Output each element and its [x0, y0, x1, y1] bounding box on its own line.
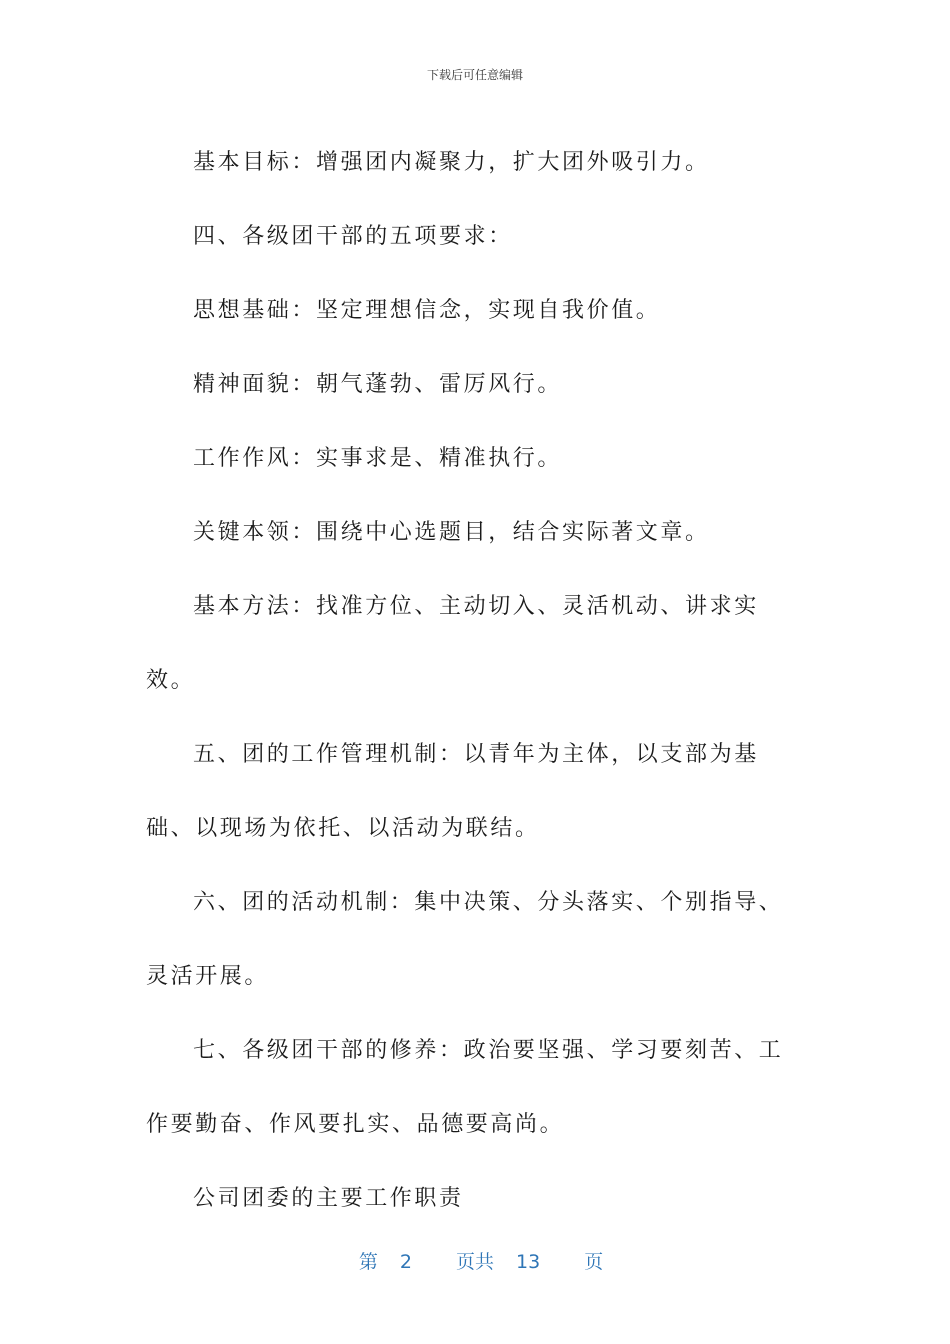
paragraph: 七、各级团干部的修养：政治要坚强、学习要刻苦、工作要勤奋、作风要扎实、品德要高尚。 — [146, 1038, 784, 1137]
page-total: 13 — [516, 1251, 541, 1273]
paragraph: 思想基础：坚定理想信念，实现自我价值。 — [193, 298, 661, 323]
paragraph: 关键本领：围绕中心选题目，结合实际著文章。 — [193, 520, 710, 545]
paragraph: 基本目标：增强团内凝聚力，扩大团外吸引力。 — [193, 150, 710, 175]
paragraph: 四、各级团干部的五项要求： — [193, 224, 513, 249]
paragraph: 工作作风：实事求是、精准执行。 — [193, 446, 563, 471]
paragraph: 六、团的活动机制：集中决策、分头落实、个别指导、灵活开展。 — [146, 890, 784, 989]
page-prefix: 第 — [358, 1251, 378, 1273]
paragraph: 五、团的工作管理机制：以青年为主体，以支部为基础、以现场为依托、以活动为联结。 — [146, 742, 759, 841]
paragraph: 公司团委的主要工作职责 — [193, 1186, 464, 1211]
page-mid: 页共 — [455, 1251, 494, 1273]
header-note: 下载后可任意编辑 — [426, 68, 523, 82]
page-footer — [0, 1225, 950, 1274]
page-suffix: 页 — [584, 1251, 604, 1273]
paragraph: 精神面貌：朝气蓬勃、雷厉风行。 — [193, 372, 563, 397]
document-body — [146, 126, 806, 1236]
page-current: 2 — [399, 1251, 412, 1273]
paragraph: 基本方法：找准方位、主动切入、灵活机动、讲求实效。 — [146, 594, 759, 693]
